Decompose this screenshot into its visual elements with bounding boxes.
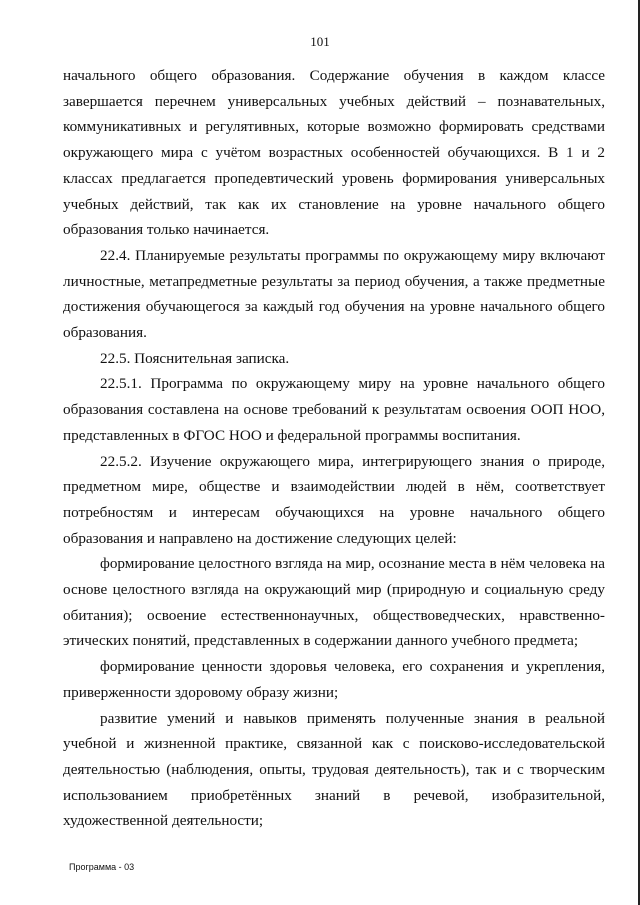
paragraph-22-4: 22.4. Планируемые результаты программы по окружающему миру включают личностные, метапредметные результаты за период обучения, а также предметные достижения обучающегося за каждый год обучения на уровне начального общего образования. <box>63 246 605 342</box>
paragraph-22-5-1: 22.5.1. Программа по окружающему миру на уровне начального общего образования составлена на основе требований к результатам освоения ООП НОО, представленных в ФГОС НОО и федеральной программы воспитания. <box>63 375 605 444</box>
document-body <box>63 63 605 834</box>
goal-item-2: формирование ценности здоровья человека, его сохранения и укрепления, приверженности здоровому образу жизни; <box>63 658 605 701</box>
paragraph-22-5-2: 22.5.2. Изучение окружающего мира, интегрирующего знания о природе, предметном мире, обществе и взаимодействии людей в нём, соответствует потребностям и интересам обучающихся на уровне начального общего образования и направлено на достижение следующих целей: <box>63 452 605 547</box>
footer-label: Программа - 03 <box>69 862 135 872</box>
paragraph-22-5: 22.5. Пояснительная записка. <box>100 349 290 367</box>
goal-item-3: развитие умений и навыков применять полученные знания в реальной учебной и жизненной практике, связанной как с поисково-исследовательской деятельностью (наблюдения, опыты, трудовая деятельность), так и с творческим использованием приобретённых знаний в речевой, изобразительной, художественной деятельности; <box>63 709 605 830</box>
goal-item-1: формирование целостного взгляда на мир, осознание места в нём человека на основе целостного взгляда на окружающий мир (природную и социальную среду обитания); освоение естественнонаучных, обществоведческих, нравственно-этических понятий, представленных в содержании данного учебного предмета; <box>63 555 605 650</box>
paragraph-continuation: начального общего образования. Содержание обучения в каждом классе завершается перечнем универсальных учебных действий – познавательных, коммуникативных и регулятивных, которые возможно формировать средствами окружающего мира с учётом возрастных особенностей обучающихся. В 1 и 2 классах предлагается пропедевтический уровень формирования универсальных учебных действий, так как их становление на уровне начального общего образования только начинается. <box>63 67 605 239</box>
page-number: 101 <box>310 34 330 49</box>
